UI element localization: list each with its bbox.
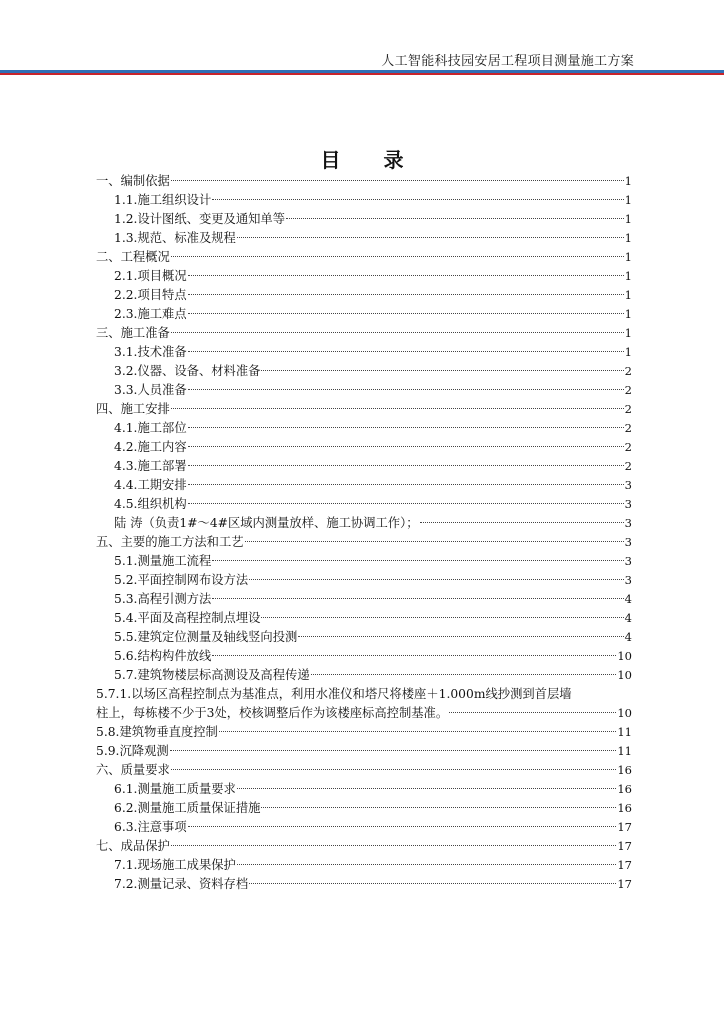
toc-entry[interactable] — [96, 172, 632, 191]
dot-leader — [171, 845, 617, 846]
toc-entry-page: 1 — [624, 231, 632, 245]
toc-entry[interactable] — [96, 267, 632, 286]
toc-entry-page: 2 — [624, 421, 632, 435]
toc-entry-page: 1 — [624, 269, 632, 283]
toc-entry[interactable] — [96, 761, 632, 780]
toc-entry[interactable] — [96, 628, 632, 647]
dot-leader — [171, 256, 624, 257]
toc-entry-wrapped-line2[interactable] — [96, 704, 632, 723]
toc-entry[interactable] — [96, 248, 632, 267]
toc-entry-label: 2.2.项目特点 — [114, 288, 187, 302]
dot-leader — [171, 332, 624, 333]
toc-entry-page: 2 — [624, 364, 632, 378]
toc-entry[interactable] — [96, 533, 632, 552]
toc-entry[interactable] — [96, 723, 632, 742]
toc-entry-page: 3 — [624, 554, 632, 568]
dot-leader — [449, 712, 616, 713]
toc-entry[interactable] — [96, 609, 632, 628]
toc-entry-page: 17 — [617, 858, 632, 872]
toc-entry[interactable] — [96, 419, 632, 438]
dot-leader — [188, 503, 624, 504]
toc-entry-page: 16 — [617, 763, 632, 777]
toc-entry-label: 5.3.高程引测方法 — [114, 592, 212, 606]
toc-entry-label: 5.5.建筑定位测量及轴线竖向投测 — [114, 630, 298, 644]
toc-entry-label: 4.5.组织机构 — [114, 497, 187, 511]
toc-entry-label: 7.1.现场施工成果保护 — [114, 858, 236, 872]
dot-leader — [170, 750, 617, 751]
dot-leader — [261, 807, 616, 808]
toc-entry-label: 3.3.人员准备 — [114, 383, 187, 397]
document-header-title: 人工智能科技园安居工程项目测量施工方案 — [381, 54, 634, 69]
toc-entry-label: 5.2.平面控制网布设方法 — [114, 573, 249, 587]
toc-entry-label: 6.2.测量施工质量保证措施 — [114, 801, 261, 815]
toc-entry-page: 1 — [624, 345, 632, 359]
dot-leader — [311, 674, 617, 675]
dot-leader — [261, 370, 623, 371]
toc-entry-label: 7.2.测量记录、资料存档 — [114, 877, 249, 891]
dot-leader — [245, 541, 624, 542]
toc-entry-page: 17 — [617, 839, 632, 853]
dot-leader — [188, 427, 624, 428]
toc-entry[interactable] — [96, 875, 632, 894]
toc-entry-page: 17 — [617, 877, 632, 891]
toc-entry[interactable] — [96, 799, 632, 818]
dot-leader — [188, 389, 624, 390]
toc-entry[interactable] — [96, 476, 632, 495]
toc-entry-label: 5.7.建筑物楼层标高测设及高程传递 — [114, 668, 310, 682]
toc-entry[interactable] — [96, 210, 632, 229]
toc-entry-label: 1.3.规范、标准及规程 — [114, 231, 236, 245]
dot-leader — [188, 351, 624, 352]
toc-entry-page: 1 — [624, 288, 632, 302]
toc-entry-label: 五、主要的施工方法和工艺 — [96, 535, 244, 549]
header-rule-red — [0, 73, 724, 75]
toc-entry-page: 3 — [624, 573, 632, 587]
dot-leader — [212, 655, 616, 656]
toc-entry[interactable] — [96, 438, 632, 457]
toc-entry-label: 2.3.施工难点 — [114, 307, 187, 321]
toc-entry-page: 17 — [617, 820, 632, 834]
dot-leader — [212, 560, 623, 561]
toc-entry-label: 柱上，每栋楼不少于3处，校核调整后作为该楼座标高控制基准。 — [96, 706, 449, 720]
dot-leader — [261, 617, 623, 618]
toc-entry-page: 1 — [624, 326, 632, 340]
toc-entry[interactable] — [96, 742, 632, 761]
toc-entry[interactable] — [96, 856, 632, 875]
toc-entry-page: 1 — [624, 212, 632, 226]
dot-leader — [219, 731, 617, 732]
dot-leader — [420, 522, 624, 523]
toc-entry[interactable] — [96, 191, 632, 210]
table-of-contents — [96, 172, 632, 894]
toc-entry-label: 5.1.测量施工流程 — [114, 554, 212, 568]
toc-entry[interactable] — [96, 229, 632, 248]
toc-entry-label: 5.8.建筑物垂直度控制 — [96, 725, 218, 739]
toc-entry-page: 3 — [624, 535, 632, 549]
dot-leader — [171, 408, 624, 409]
toc-entry[interactable] — [96, 324, 632, 343]
dot-leader — [188, 294, 624, 295]
toc-entry-page: 2 — [624, 383, 632, 397]
toc-entry-page: 3 — [624, 497, 632, 511]
toc-entry-page: 10 — [617, 706, 632, 720]
dot-leader — [188, 313, 624, 314]
toc-entry-page: 1 — [624, 307, 632, 321]
toc-entry[interactable] — [96, 343, 632, 362]
toc-entry[interactable] — [96, 381, 632, 400]
toc-entry-label: 4.3.施工部署 — [114, 459, 187, 473]
dot-leader — [298, 636, 623, 637]
toc-entry[interactable] — [96, 552, 632, 571]
toc-entry-label: 5.9.沉降观测 — [96, 744, 169, 758]
toc-entry-page: 10 — [617, 649, 632, 663]
toc-entry-page: 2 — [624, 440, 632, 454]
toc-entry[interactable] — [96, 647, 632, 666]
toc-entry-page: 11 — [617, 744, 632, 758]
toc-entry[interactable] — [96, 400, 632, 419]
toc-entry-page: 4 — [624, 592, 632, 606]
toc-entry-label: 三、施工准备 — [96, 326, 170, 340]
toc-entry-label: 1.2.设计图纸、变更及通知单等 — [114, 212, 286, 226]
dot-leader — [249, 579, 624, 580]
dot-leader — [188, 446, 624, 447]
toc-entry[interactable] — [96, 495, 632, 514]
dot-leader — [171, 769, 617, 770]
toc-entry-label: 1.1.施工组织设计 — [114, 193, 212, 207]
toc-entry[interactable] — [96, 590, 632, 609]
dot-leader — [188, 484, 624, 485]
toc-entry-page: 16 — [617, 801, 632, 815]
toc-entry-label: 4.1.施工部位 — [114, 421, 187, 435]
toc-entry-label: 陆 涛（负责1#～4#区域内测量放样、施工协调工作）； — [114, 516, 419, 530]
toc-entry-page: 2 — [624, 459, 632, 473]
toc-entry-label: 四、施工安排 — [96, 402, 170, 416]
toc-entry[interactable] — [96, 305, 632, 324]
toc-entry[interactable] — [96, 571, 632, 590]
dot-leader — [212, 598, 623, 599]
toc-entry-page: 4 — [624, 630, 632, 644]
toc-entry-page: 16 — [617, 782, 632, 796]
toc-entry-page: 4 — [624, 611, 632, 625]
toc-entry-label: 6.3.注意事项 — [114, 820, 187, 834]
toc-entry[interactable] — [96, 780, 632, 799]
toc-entry-wrapped-line1[interactable]: 5.7.1.以场区高程控制点为基准点，利用水准仪和塔尺将楼座＋1.000m线抄测到首层墙 — [96, 687, 572, 701]
toc-entry[interactable] — [96, 457, 632, 476]
toc-entry-label: 3.1.技术准备 — [114, 345, 187, 359]
toc-entry-label: 六、质量要求 — [96, 763, 170, 777]
toc-entry[interactable] — [96, 362, 632, 381]
dot-leader — [237, 788, 617, 789]
toc-entry[interactable] — [96, 286, 632, 305]
dot-leader — [237, 864, 617, 865]
toc-entry-label: 3.2.仪器、设备、材料准备 — [114, 364, 261, 378]
dot-leader — [171, 180, 624, 181]
toc-entry-page: 11 — [617, 725, 632, 739]
toc-title: 目 录 — [320, 148, 422, 172]
dot-leader — [212, 199, 623, 200]
toc-entry[interactable] — [96, 514, 632, 533]
toc-entry-page: 1 — [624, 250, 632, 264]
dot-leader — [286, 218, 624, 219]
toc-entry-label: 4.4.工期安排 — [114, 478, 187, 492]
toc-entry-label: 5.4.平面及高程控制点埋设 — [114, 611, 261, 625]
dot-leader — [188, 826, 617, 827]
toc-entry-page: 1 — [624, 193, 632, 207]
toc-entry-page: 10 — [617, 668, 632, 682]
toc-entry-label: 七、成品保护 — [96, 839, 170, 853]
toc-entry-label: 二、工程概况 — [96, 250, 170, 264]
toc-entry-page: 3 — [624, 478, 632, 492]
toc-entry[interactable] — [96, 837, 632, 856]
toc-entry[interactable] — [96, 666, 632, 685]
toc-entry-label: 一、编制依据 — [96, 174, 170, 188]
dot-leader — [188, 465, 624, 466]
toc-entry-label: 5.6.结构构件放线 — [114, 649, 212, 663]
dot-leader — [237, 237, 624, 238]
dot-leader — [188, 275, 624, 276]
toc-entry-label: 2.1.项目概况 — [114, 269, 187, 283]
toc-entry-page: 1 — [624, 174, 632, 188]
dot-leader — [249, 883, 616, 884]
toc-entry-page: 2 — [624, 402, 632, 416]
toc-entry-label: 4.2.施工内容 — [114, 440, 187, 454]
toc-entry-label: 6.1.测量施工质量要求 — [114, 782, 236, 796]
header-rule — [0, 70, 724, 75]
toc-entry-page: 3 — [624, 516, 632, 530]
toc-entry[interactable] — [96, 818, 632, 837]
